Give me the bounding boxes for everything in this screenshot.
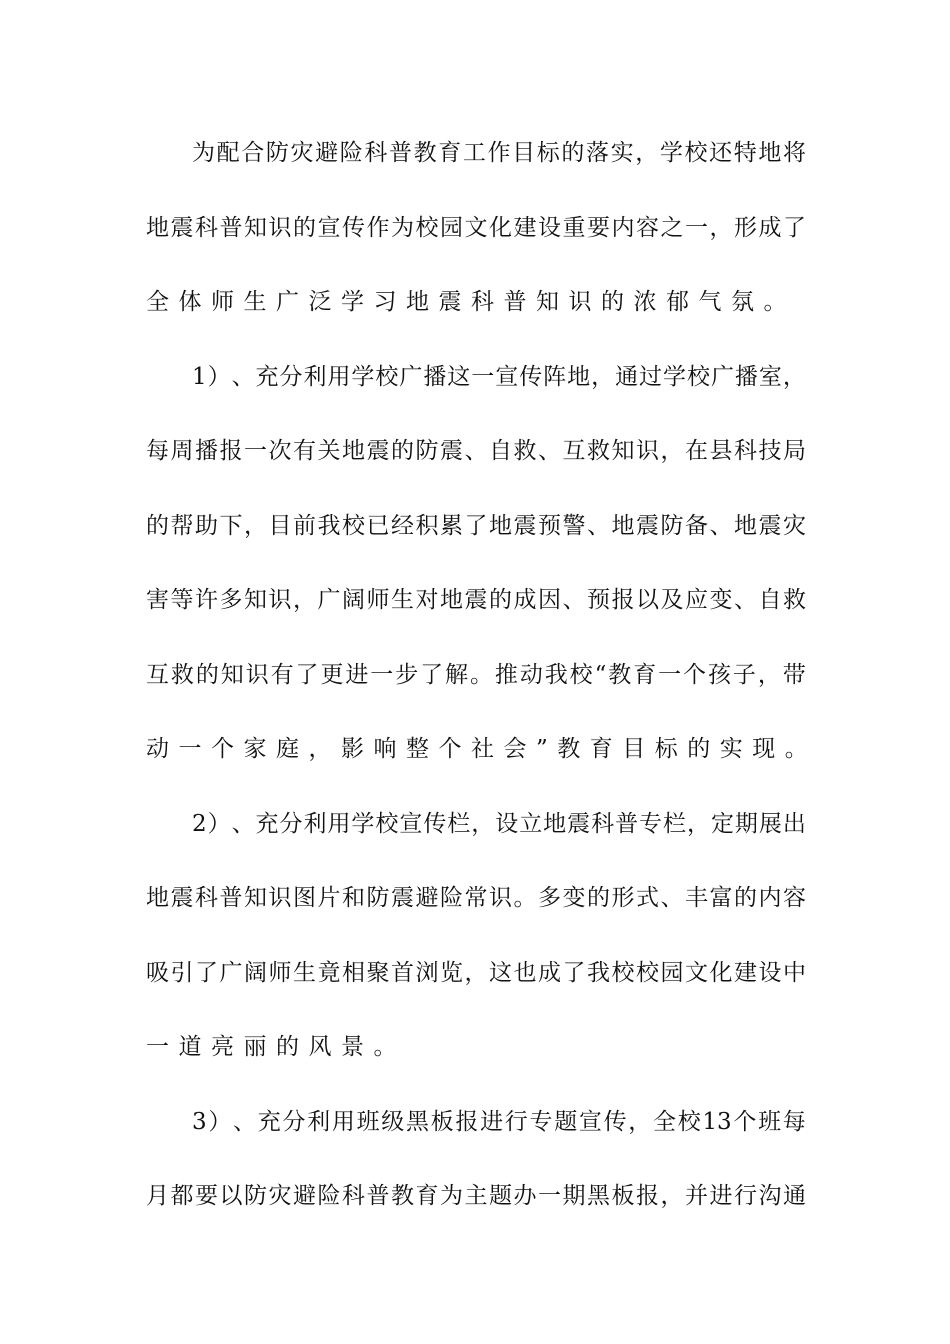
text-line (146, 1021, 806, 1096)
text-line: 地 震 科 普 知 识 的 宣 传 作 为 校 园 文 化 建 设 重 要 内 容 之 一 ， 形 成 了 (146, 214, 806, 241)
text-line-content: 一道亮丽的风景。 (146, 1034, 406, 1060)
text-line: 为 配 合 防 灾 避 险 科 普 教 育 工 作 目 标 的 落 实 ， 学 校 还 特 地 将 (192, 140, 806, 166)
document-body (146, 127, 818, 1245)
text-line: 互 救 的 知 识 有 了 更 进 一 步 了 解 。 推 动 我 校 “ 教 育 一 个 孩 子 ， 带 (146, 661, 806, 688)
text-line: 害 等 许 多 知 识 ， 广 阔 师 生 对 地 震 的 成 因 、 预 报 以 及 应 变 、 自 救 (146, 587, 806, 613)
text-line: 地 震 科 普 知 识 图 片 和 防 震 避 险 常 识 。 多 变 的 形 式 、 丰 富 的 内 容 (146, 885, 806, 911)
text-line: 的 帮 助 下 ， 目 前 我 校 已 经 积 累 了 地 震 预 警 、 地 震 防 备 、 地 震 灾 (146, 512, 806, 539)
text-line-content: 动一个家庭，影响整个社会”教育目标的实现。 (146, 736, 818, 762)
text-line: 吸 引 了 广 阔 师 生 竟 相 聚 首 浏 览 ， 这 也 成 了 我 校 校 园 文 化 建 设 中 (146, 959, 806, 986)
text-line (146, 276, 806, 351)
text-line: 3 ） 、 充 分 利 用 班 级 黑 板 报 进 行 专 题 宣 传 ， 全 校 13 个 班 每 (192, 1108, 806, 1135)
text-line: 月 都 要 以 防 灾 避 险 科 普 教 育 为 主 题 办 一 期 黑 板 报 ， 并 进 行 沟 通 (146, 1183, 806, 1209)
text-line (146, 723, 818, 798)
text-line: 1 ） 、 充 分 利 用 学 校 广 播 这 一 宣 传 阵 地 ， 通 过 学 校 广 播 室 ， (192, 363, 806, 390)
text-line: 每 周 播 报 一 次 有 关 地 震 的 防 震 、 自 救 、 互 救 知 识 ， 在 县 科 技 局 (146, 438, 806, 464)
text-line-content: 全体师生广泛学习地震科普知识的浓郁气氛。 (146, 289, 796, 315)
text-line: 2 ） 、 充 分 利 用 学 校 宣 传 栏 ， 设 立 地 震 科 普 专 栏 ， 定 期 展 出 (192, 810, 806, 837)
